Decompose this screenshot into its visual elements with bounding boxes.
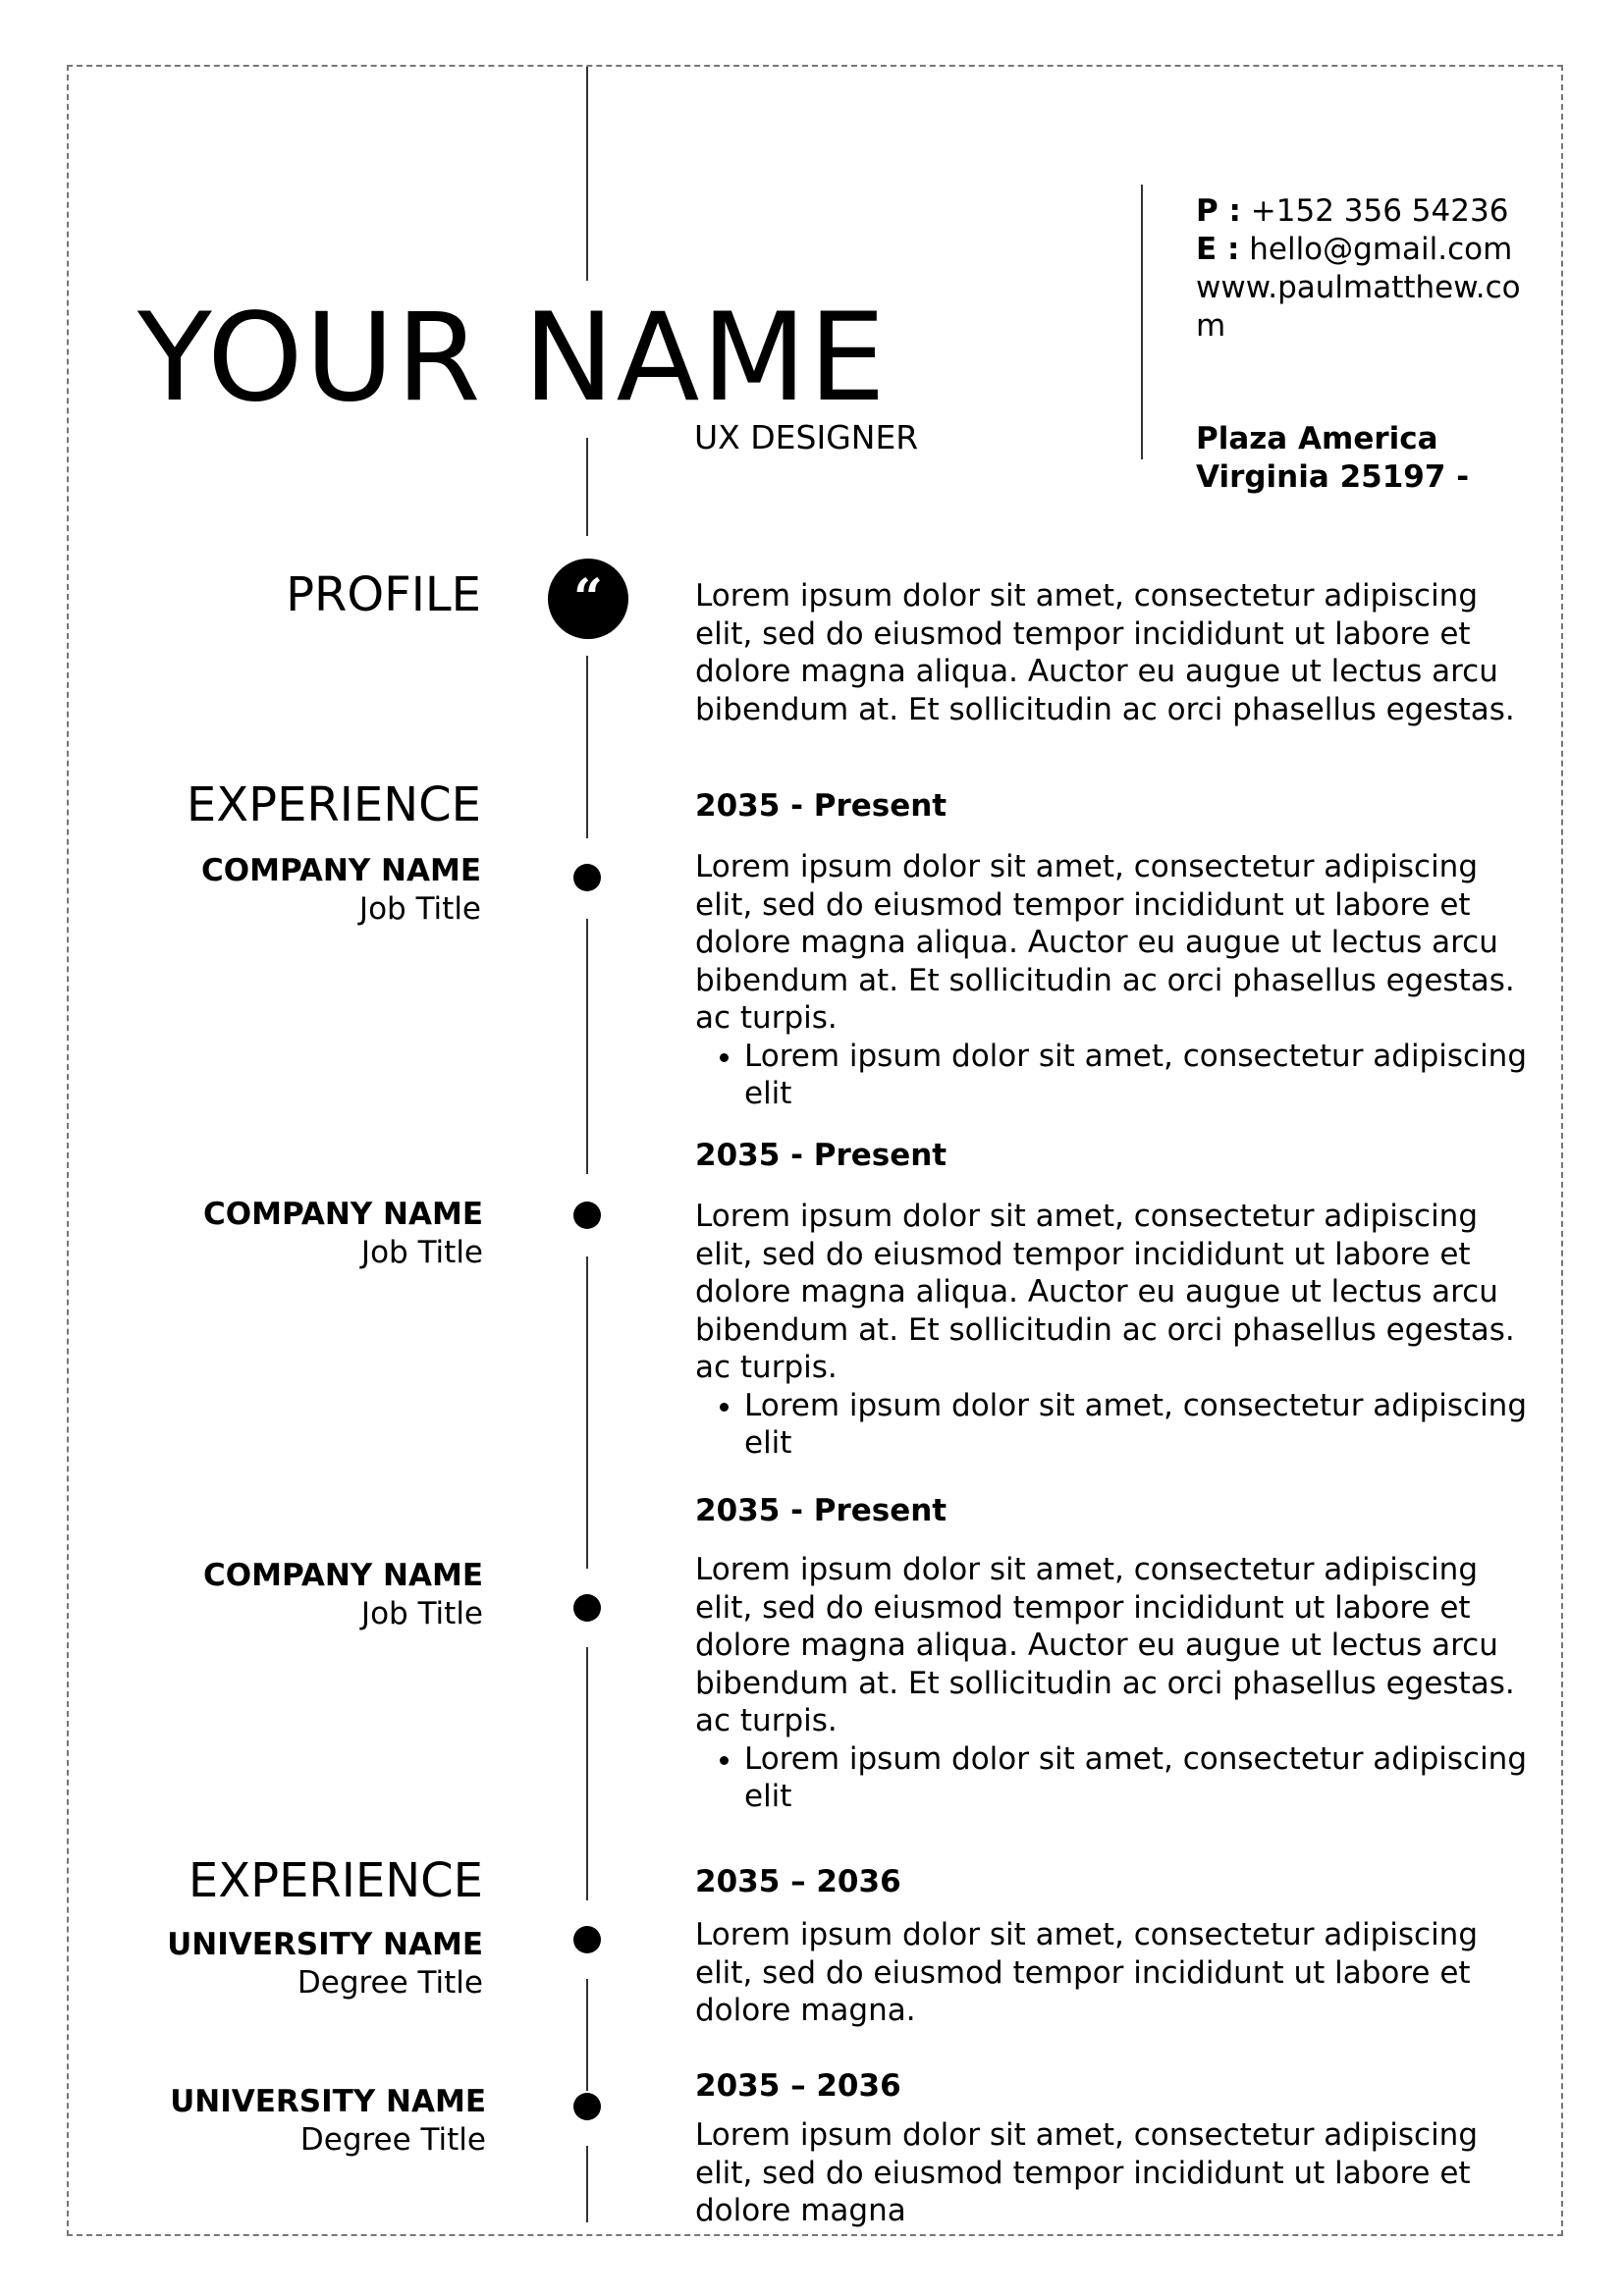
- address-line-1: Plaza America: [1196, 421, 1438, 456]
- timeline-line: [586, 1979, 588, 2091]
- timeline-line: [586, 438, 588, 536]
- timeline-dot: [573, 1201, 601, 1229]
- phone-label: P :: [1196, 193, 1241, 229]
- timeline-dot: [573, 1926, 601, 1953]
- contact-block: [1196, 192, 1540, 346]
- education-label: [61, 1926, 483, 2002]
- resume-role: UX DESIGNER: [694, 418, 919, 456]
- experience-description: [695, 1198, 1540, 1463]
- contact-divider: [1141, 185, 1143, 459]
- experience-label: [59, 852, 481, 929]
- experience-bullet: • Lorem ipsum dolor sit amet, consectetur adipiscing elit: [744, 1740, 1540, 1816]
- company-name: COMPANY NAME: [203, 1558, 483, 1593]
- timeline-line: [586, 919, 588, 1174]
- contact-email: [1196, 231, 1540, 269]
- quote-icon: “: [548, 559, 628, 639]
- experience-text: Lorem ipsum dolor sit amet, consectetur adipiscing elit, sed do eiusmod tempor incididunt ut labore et dolore magna aliqua. Auctor eu augue ut lectus arcu bibendum at. Et sollicitudin ac orci phasellus egestas. ac turpis.: [695, 1552, 1515, 1738]
- timeline-line: [586, 67, 588, 281]
- timeline-dot: [573, 2093, 601, 2120]
- education-dates: 2035 – 2036: [695, 1864, 901, 1899]
- phone-value[interactable]: +152 356 54236: [1250, 193, 1509, 229]
- contact-address: [1196, 420, 1469, 497]
- experience-bullets: [695, 1038, 1540, 1113]
- timeline-dot: [573, 864, 601, 891]
- education-text: Lorem ipsum dolor sit amet, consectetur adipiscing elit, sed do eiusmod tempor incididunt ut labore et dolore magna: [695, 2117, 1479, 2228]
- profile-text: Lorem ipsum dolor sit amet, consectetur adipiscing elit, sed do eiusmod tempor incididunt ut labore et dolore magna aliqua. Auctor eu augue ut lectus arcu bibendum at. Et sollicitudin ac orci phasellus egestas.: [695, 578, 1515, 727]
- resume-name: YOUR NAME: [137, 288, 888, 429]
- email-label: E :: [1196, 232, 1240, 267]
- address-line-2: Virginia 25197 -: [1196, 459, 1470, 495]
- university-name: UNIVERSITY NAME: [167, 1927, 483, 1962]
- education-text: Lorem ipsum dolor sit amet, consectetur adipiscing elit, sed do eiusmod tempor incididunt ut labore et dolore magna.: [695, 1917, 1479, 2028]
- experience-heading: EXPERIENCE: [186, 777, 481, 832]
- profile-heading: PROFILE: [286, 567, 481, 622]
- education-heading: EXPERIENCE: [188, 1853, 483, 1908]
- contact-website[interactable]: www.paulmatthew.com: [1196, 270, 1521, 344]
- experience-bullets: [695, 1387, 1540, 1463]
- email-value[interactable]: hello@gmail.com: [1249, 232, 1513, 267]
- experience-description: [695, 1551, 1540, 1816]
- timeline-line: [586, 656, 588, 838]
- experience-bullets: [695, 1740, 1540, 1816]
- company-name: COMPANY NAME: [203, 1197, 483, 1232]
- experience-label: [61, 1196, 483, 1272]
- timeline-dot: [573, 1594, 601, 1622]
- timeline-line: [586, 1256, 588, 1569]
- job-title: Job Title: [358, 891, 481, 927]
- timeline-line: [586, 1647, 588, 1900]
- job-title: Job Title: [360, 1596, 483, 1631]
- experience-dates: 2035 - Present: [695, 1493, 947, 1528]
- company-name: COMPANY NAME: [201, 853, 481, 888]
- education-dates: 2035 – 2036: [695, 2068, 901, 2104]
- job-title: Job Title: [360, 1235, 483, 1270]
- experience-bullet: • Lorem ipsum dolor sit amet, consectetur adipiscing elit: [744, 1038, 1540, 1113]
- experience-text: Lorem ipsum dolor sit amet, consectetur adipiscing elit, sed do eiusmod tempor incididunt ut labore et dolore magna aliqua. Auctor eu augue ut lectus arcu bibendum at. Et sollicitudin ac orci phasellus egestas. ac turpis.: [695, 1199, 1515, 1385]
- experience-text: Lorem ipsum dolor sit amet, consectetur adipiscing elit, sed do eiusmod tempor incididunt ut labore et dolore magna aliqua. Auctor eu augue ut lectus arcu bibendum at. Et sollicitudin ac orci phasellus egestas. ac turpis.: [695, 849, 1515, 1036]
- experience-description: [695, 848, 1540, 1113]
- experience-label: [61, 1557, 483, 1633]
- timeline-line: [586, 2146, 588, 2222]
- experience-dates: 2035 - Present: [695, 788, 947, 824]
- degree-title: Degree Title: [299, 2122, 486, 2158]
- experience-dates: 2035 - Present: [695, 1138, 947, 1173]
- education-label: [64, 2083, 486, 2160]
- degree-title: Degree Title: [297, 1965, 483, 2001]
- experience-bullet: • Lorem ipsum dolor sit amet, consectetur adipiscing elit: [744, 1387, 1540, 1463]
- university-name: UNIVERSITY NAME: [170, 2084, 486, 2119]
- contact-phone: [1196, 192, 1540, 231]
